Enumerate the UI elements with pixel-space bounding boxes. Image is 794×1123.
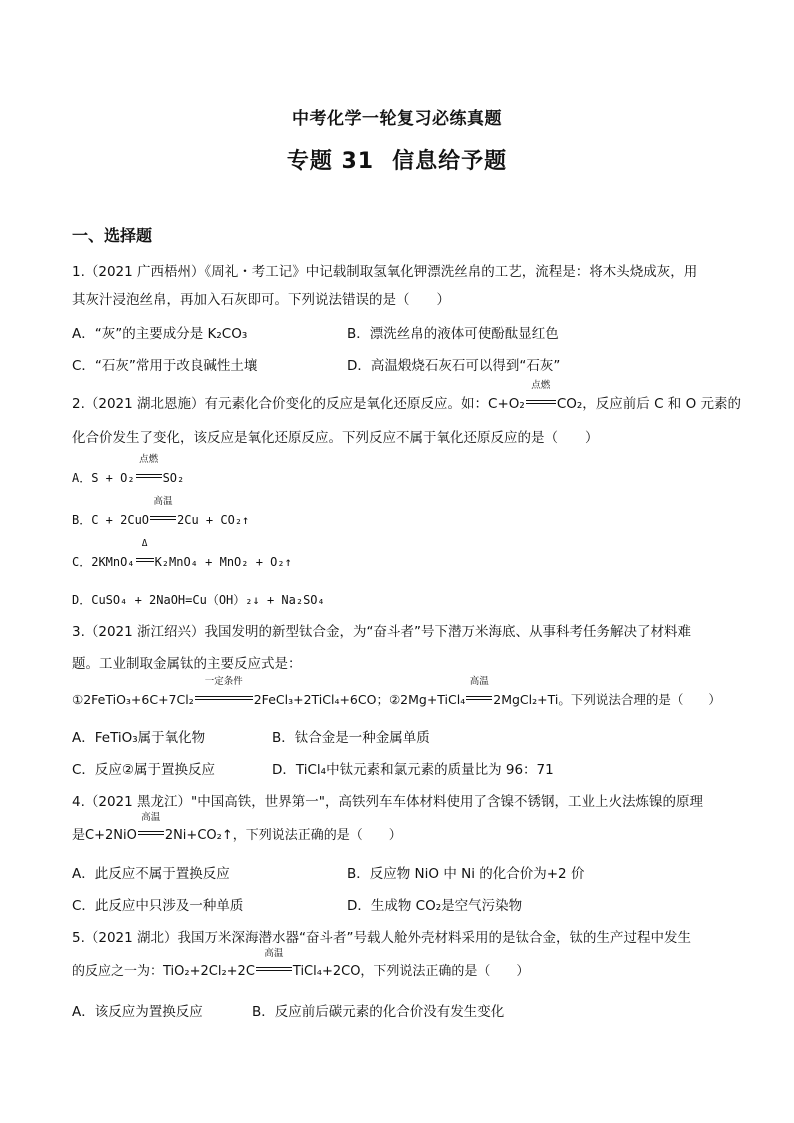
reaction-condition: Δ: [136, 552, 154, 572]
reaction-condition: 一定条件: [195, 690, 253, 710]
q2-option-b: B．C + 2CuO 高温 2Cu + CO₂↑: [72, 510, 249, 530]
q3-option-c: C．反应②属于置换反应: [72, 762, 216, 778]
q1-option-d: D．高温煅烧石灰石可以得到“石灰”: [347, 358, 561, 374]
q2-stem-line1: 2.（2021 湖北恩施）有元素化合价变化的反应是氧化还原反应。如：C+O₂ 点燃 CO₂，反应前后 C 和 O 元素的: [72, 380, 741, 412]
q1-option-b: B．漂洗丝帛的液体可使酚酞显红色: [347, 326, 559, 342]
q4-option-b: B．反应物 NiO 中 Ni 的化合价为+2 价: [347, 866, 585, 882]
q3-stem-line2: 题。工业制取金属钛的主要反应式是：: [72, 656, 302, 672]
q2-stem-line2: 化合价发生了变化，该反应是氧化还原反应。下列反应不属于氧化还原反应的是（ ）: [72, 430, 599, 446]
q4-option-d: D．生成物 CO₂是空气污染物: [347, 898, 523, 914]
q2-option-a: A．S + O₂ 点燃 SO₂: [72, 468, 184, 488]
q3-option-d: D．TiCl₄中钛元素和氯元素的质量比为 96：71: [272, 762, 554, 778]
reaction-condition: 高温: [150, 510, 176, 530]
subtitle-main: 信息给予题: [392, 149, 508, 174]
q1-stem-line2: 其灰汁浸泡丝帛，再加入石灰即可。下列说法错误的是（ ）: [72, 292, 450, 308]
section-heading: 一、选择题: [72, 226, 153, 245]
q4-stem-line1: 4.（2021 黑龙江）"中国高铁，世界第一"，高铁列车车体材料使用了含镍不锈钢，工业上火法炼镍的原理: [72, 794, 703, 810]
reaction-condition: 高温: [256, 962, 292, 982]
reaction-condition: 点燃: [136, 468, 162, 488]
q3-option-b: B．钛合金是一种金属单质: [272, 730, 430, 746]
q1-option-a: A．“灰”的主要成分是 K₂CO₃: [72, 326, 248, 342]
document-subtitle: [0, 144, 794, 175]
subtitle-prefix: 专题 31: [286, 149, 375, 174]
reaction-condition: 高温: [466, 690, 492, 710]
q3-stem-line1: 3.（2021 浙江绍兴）我国发明的新型钛合金，为“奋斗者”号下潜万米海底、从事科考任务解决了材料难: [72, 624, 692, 640]
q4-option-c: C．此反应中只涉及一种单质: [72, 898, 244, 914]
q3-option-a: A．FeTiO₃属于氧化物: [72, 730, 206, 746]
q1-stem-line1: 1.（2021 广西梧州）《周礼・考工记》中记载制取氢氧化钾漂洗丝帛的工艺，流程是：将木头烧成灰，用: [72, 264, 698, 280]
reaction-condition: 点燃: [526, 394, 556, 414]
q4-option-a: A．此反应不属于置换反应: [72, 866, 230, 882]
q4-stem-line2: 是C+2NiO 高温 2Ni+CO₂↑，下列说法正确的是（ ）: [72, 826, 402, 846]
q2-option-d: D．CuSO₄ + 2NaOH=Cu（OH）₂↓ + Na₂SO₄: [72, 593, 325, 607]
document-title: 中考化学一轮复习必练真题: [292, 109, 502, 129]
q5-option-a: A．该反应为置换反应: [72, 1004, 203, 1020]
q3-stem-line3: ①2FeTiO₃+6C+7Cl₂ 一定条件 2FeCl₃+2TiCl₄+6CO；②2Mg+TiCl₄ 高温 2MgCl₂+Ti。下列说法合理的是（ ）: [72, 690, 721, 710]
q2-option-c: C．2KMnO₄ Δ K₂MnO₄ + MnO₂ + O₂↑: [72, 552, 292, 572]
q1-option-c: C．“石灰”常用于改良碱性土壤: [72, 358, 258, 374]
q5-option-b: B．反应前后碳元素的化合价没有发生变化: [252, 1004, 505, 1020]
q5-stem-line2: 的反应之一为：TiO₂+2Cl₂+2C 高温 TiCl₄+2CO，下列说法正确的是（ ）: [72, 962, 529, 982]
q5-stem-line1: 5.（2021 湖北）我国万米深海潜水器“奋斗者”号载人舱外壳材料采用的是钛合金，钛的生产过程中发生: [72, 930, 692, 946]
reaction-condition: 高温: [138, 826, 164, 846]
